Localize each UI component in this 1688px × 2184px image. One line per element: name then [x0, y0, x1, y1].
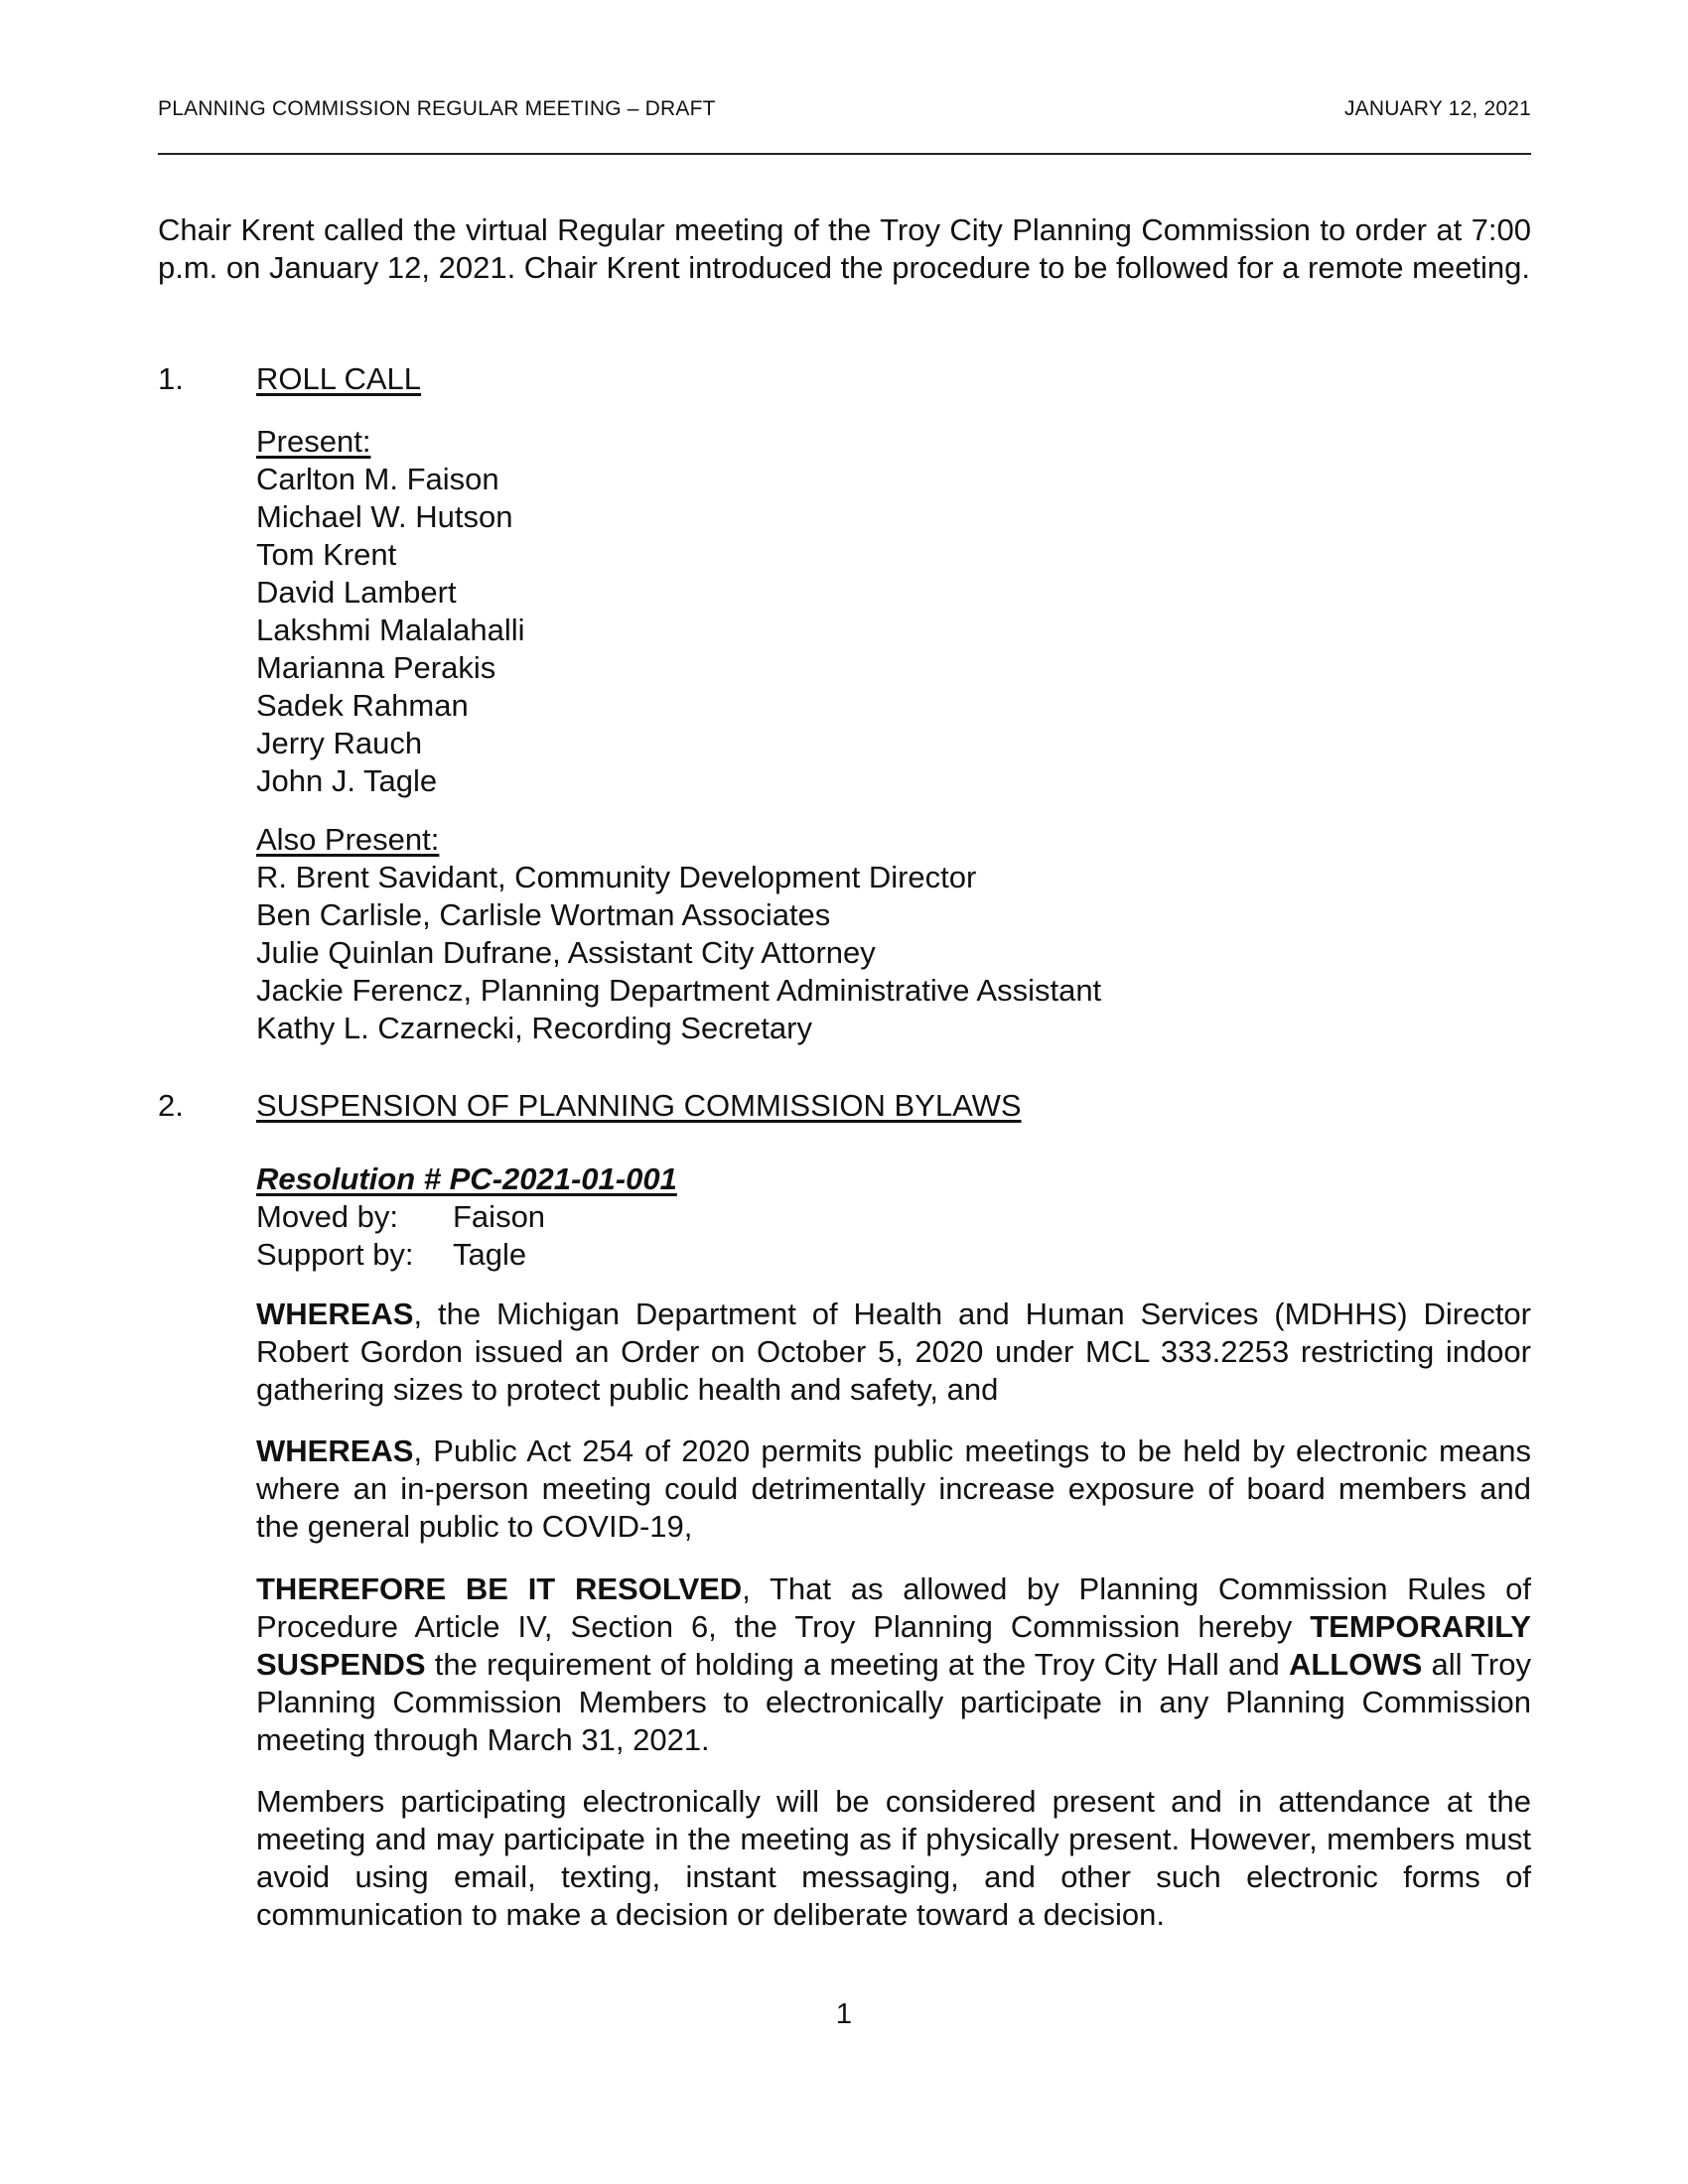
- section-2-title: SUSPENSION OF PLANNING COMMISSION BYLAWS: [256, 1088, 1022, 1123]
- resolved-paragraph: [256, 1570, 1531, 1759]
- present-label: Present:: [256, 424, 371, 459]
- support-by-row: [256, 1236, 1531, 1274]
- section-1-title: ROLL CALL: [256, 361, 421, 396]
- present-member: Jerry Rauch: [256, 726, 423, 760]
- resolution-title: Resolution # PC-2021-01-001: [256, 1161, 677, 1196]
- present-member: Sadek Rahman: [256, 688, 469, 723]
- also-present-label: Also Present:: [256, 822, 440, 857]
- moved-by-row: [256, 1198, 1531, 1236]
- suspends-keyword: TEMPORARILY SUSPENDS: [256, 1609, 1531, 1682]
- present-member: Lakshmi Malalahalli: [256, 613, 525, 647]
- whereas-text: , the Michigan Department of Health and Human Services (MDHHS) Director Robert Gordon issued an Order on October 5, 2020 under MCL 333.2253 restricting indoor gathering sizes to protect public health and safety, and: [256, 1297, 1531, 1407]
- page-number: 1: [835, 1998, 853, 2030]
- also-present-list: [256, 821, 1531, 1047]
- present-member: Tom Krent: [256, 537, 397, 572]
- also-present-member: Kathy L. Czarnecki, Recording Secretary: [256, 1011, 812, 1045]
- also-present-member: Ben Carlisle, Carlisle Wortman Associates: [256, 897, 831, 932]
- resolved-text: all Troy Planning Commission Members to electronically participate in any Planning Commission meeting through March 31, 2021.: [256, 1647, 1531, 1757]
- intro-paragraph: Chair Krent called the virtual Regular meeting of the Troy City Planning Commission to order at 7:00 p.m. on January 12, 2021. Chair Krent introduced the procedure to be followed for a remote meeting.: [158, 212, 1531, 285]
- also-present-member: Julie Quinlan Dufrane, Assistant City Attorney: [256, 935, 876, 970]
- resolution-block: [256, 1160, 1531, 1274]
- present-member: Carlton M. Faison: [256, 462, 499, 496]
- header-date: JANUARY 12, 2021: [1343, 97, 1531, 120]
- resolved-text: , That as allowed by Planning Commission Rules of Procedure Article IV, Section 6, the Troy Planning Commission hereby: [256, 1571, 1531, 1644]
- support-by-label: Support by:: [256, 1237, 414, 1272]
- support-by-value: Tagle: [453, 1237, 527, 1272]
- present-member: Marianna Perakis: [256, 650, 496, 685]
- whereas-text: , Public Act 254 of 2020 permits public meetings to be held by electronic means where an in-person meeting could detrimentally increase exposure of board members and the general public to COVID-19,: [256, 1433, 1531, 1544]
- resolved-keyword: THEREFORE BE IT RESOLVED: [256, 1571, 743, 1606]
- present-member: John J. Tagle: [256, 763, 438, 798]
- moved-by-label: Moved by:: [256, 1199, 399, 1234]
- allows-keyword: ALLOWS: [1288, 1647, 1423, 1682]
- header-title: PLANNING COMMISSION REGULAR MEETING – DRAFT: [158, 97, 716, 120]
- whereas-paragraph-1: [256, 1296, 1531, 1409]
- whereas-paragraph-2: [256, 1433, 1531, 1546]
- whereas-keyword: WHEREAS: [256, 1297, 414, 1331]
- page-header: [158, 97, 1531, 155]
- section-1-number: 1.: [158, 361, 184, 396]
- electronic-participation-paragraph: Members participating electronically will be considered present and in attendance at the meeting and may participate in the meeting as if physically present. However, members must avoid using email, texting, instant messaging, and other such electronic forms of communication to make a decision or deliberate toward a decision.: [256, 1784, 1531, 1932]
- whereas-keyword: WHEREAS: [256, 1433, 414, 1468]
- present-member: Michael W. Hutson: [256, 499, 513, 534]
- also-present-member: R. Brent Savidant, Community Development Director: [256, 860, 977, 894]
- section-2-number: 2.: [158, 1088, 184, 1123]
- present-list: [256, 423, 1531, 800]
- moved-by-value: Faison: [453, 1199, 546, 1234]
- present-member: David Lambert: [256, 575, 457, 610]
- resolved-text: the requirement of holding a meeting at the Troy City Hall and: [425, 1647, 1289, 1682]
- also-present-member: Jackie Ferencz, Planning Department Administrative Assistant: [256, 973, 1102, 1008]
